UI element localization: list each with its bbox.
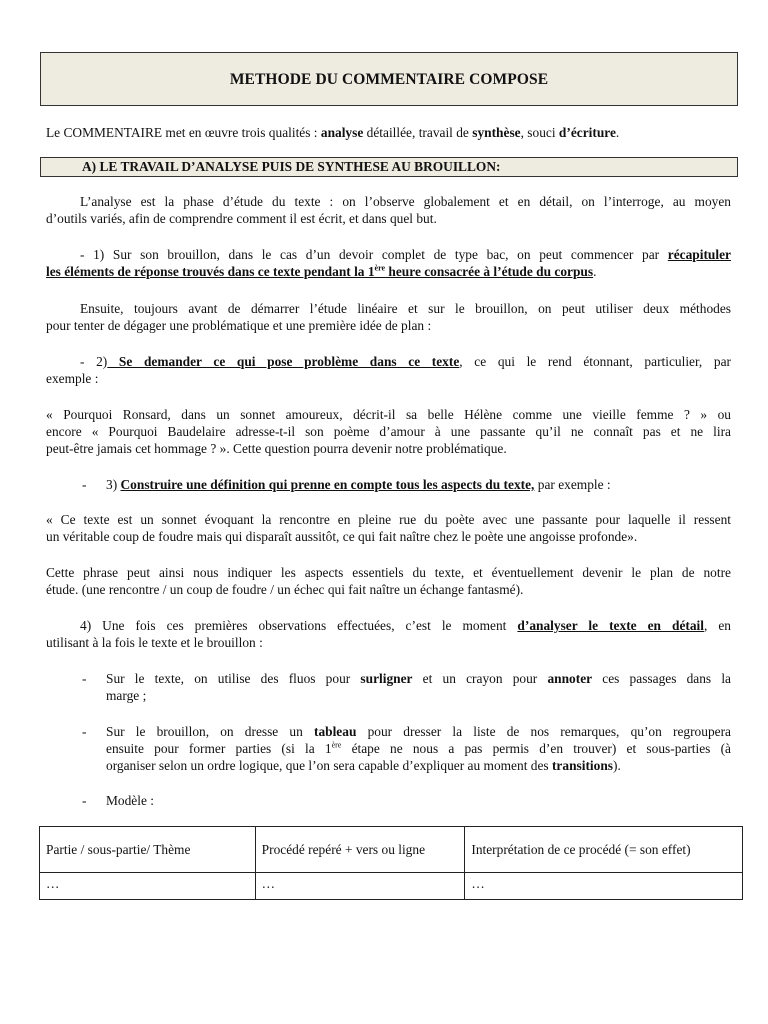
bullet-2-text: Sur le brouillon, on dresse un tableau pour dresser la liste de nos remarques, qu’on regroupera ensuite pour former parties (si la 1ère étape ne nous a pas permis d’en trouver) et sous-parties (à organiser selon un ordre logique, que l’on sera capable d’expliquer au moment des transitions).: [106, 724, 731, 773]
step-4-paragraph: 4) Une fois ces premières observations effectuées, c’est le moment d’analyser le texte en détail, en utilisant à la fois le texte et le brouillon :: [46, 618, 731, 650]
bullet-3-text: Modèle :: [106, 793, 154, 808]
phrase-paragraph: Cette phrase peut ainsi nous indiquer les aspects essentiels du texte, et éventuellement devenir le plan de notre étude. (une rencontre / un coup de foudre / un échec qui fait naître un échange fantasmé).: [46, 565, 731, 597]
title-box: [40, 52, 738, 106]
model-table: [39, 826, 743, 900]
bullet-3-dash: -: [82, 793, 87, 808]
analyse-paragraph: L’analyse est la phase d’étude du texte : on l’observe globalement et en détail, on l’interroge, au moyen d’outils variés, afin de comprendre comment il est écrit, et dans quel but.: [46, 194, 731, 226]
step-3-dash: -: [82, 477, 87, 492]
table-cell: …: [255, 873, 465, 900]
table-cell: …: [465, 873, 743, 900]
intro-paragraph: Le COMMENTAIRE met en œuvre trois qualités : analyse détaillée, travail de synthèse, souci d’écriture.: [46, 125, 620, 140]
bullet-1-text: Sur le texte, on utilise des fluos pour surligner et un crayon pour annoter ces passages dans la marge ;: [106, 671, 731, 703]
step-1-paragraph: - 1) Sur son brouillon, dans le cas d’un devoir complet de type bac, on peut commencer par récapituler les éléments de réponse trouvés dans ce texte pendant la 1ère heure consacrée à l’étude du corpus.: [46, 247, 731, 279]
table-header-cell: Interprétation de ce procédé (= son effet): [465, 827, 743, 873]
table-header-cell: Procédé repéré + vers ou ligne: [255, 827, 465, 873]
bullet-1-dash: -: [82, 671, 87, 686]
quote-ronsard-baudelaire: « Pourquoi Ronsard, dans un sonnet amoureux, décrit-il sa belle Hélène comme une vieille femme ? » ou encore « Pourquoi Baudelaire adresse-t-il son poème d’amour à une passante qu’il ne connaît pas et ne lira peut-être jamais cet hommage ? ». Cette question pourra devenir notre problématique.: [46, 407, 731, 456]
step-2-paragraph: - 2) Se demander ce qui pose problème dans ce texte, ce qui le rend étonnant, particulier, par exemple :: [46, 354, 732, 386]
ensuite-paragraph: Ensuite, toujours avant de démarrer l’étude linéaire et sur le brouillon, on peut utiliser deux méthodes pour tenter de dégager une problématique et une première idée de plan :: [46, 301, 731, 333]
table-header-row: [40, 827, 743, 873]
step-3-paragraph: 3) Construire une définition qui prenne en compte tous les aspects du texte, par exemple :: [106, 477, 611, 492]
section-a-header: [40, 157, 738, 177]
table-row: [40, 873, 743, 900]
page-title: METHODE DU COMMENTAIRE COMPOSE: [229, 70, 549, 88]
section-a-title: A) LE TRAVAIL D’ANALYSE PUIS DE SYNTHESE AU BROUILLON:: [82, 159, 501, 174]
bullet-2-dash: -: [82, 724, 87, 739]
quote-definition: « Ce texte est un sonnet évoquant la rencontre en pleine rue du poète avec une passante pour laquelle il ressent un véritable coup de foudre mais qui disparaît aussitôt, ce qui fait naître chez le poète une angoisse profonde».: [46, 512, 731, 544]
table-cell: …: [40, 873, 256, 900]
table-header-cell: Partie / sous-partie/ Thème: [40, 827, 256, 873]
